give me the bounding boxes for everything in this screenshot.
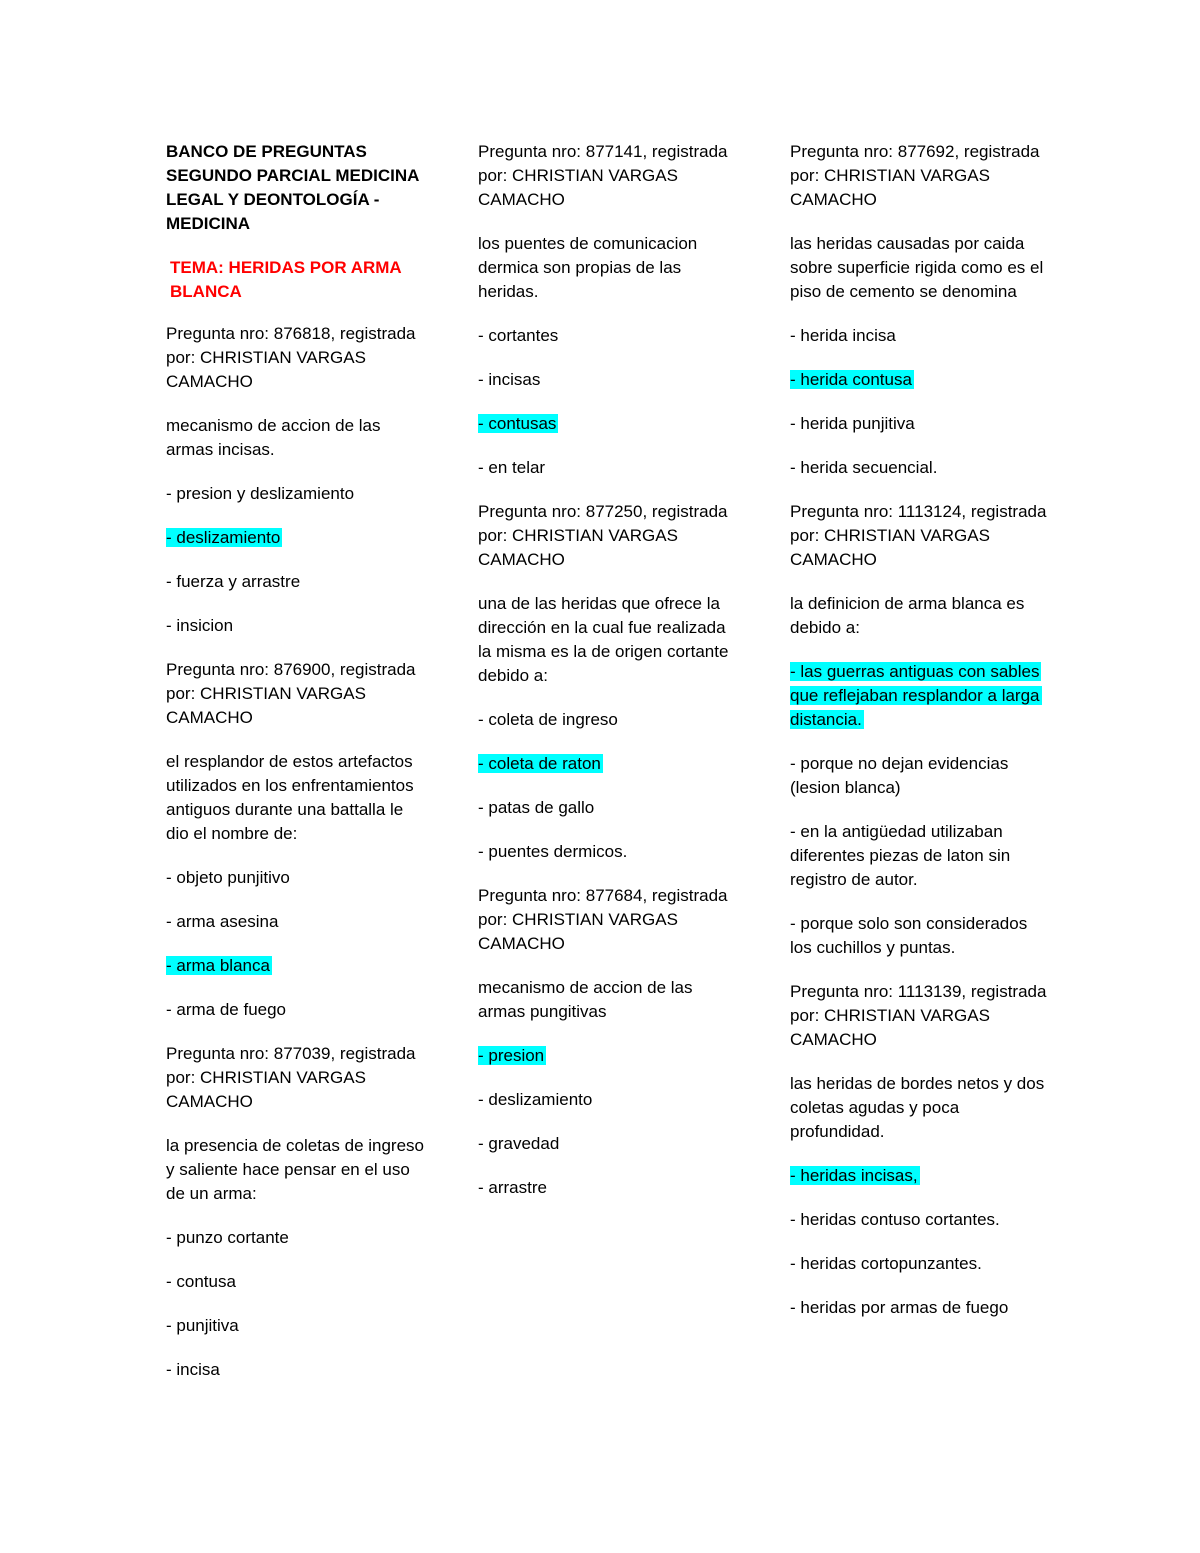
answer-option: - en la antigüedad utilizaban diferentes piezas de laton sin registro de autor. bbox=[790, 822, 1011, 889]
question-block bbox=[478, 500, 736, 864]
answer-option-correct: - herida contusa bbox=[790, 370, 912, 389]
answer-option: - incisas bbox=[478, 370, 541, 389]
question-text: las heridas de bordes netos y dos coletas agudas y poca profundidad. bbox=[790, 1074, 1045, 1141]
question-header: Pregunta nro: 1113124, registrada por: CHRISTIAN VARGAS CAMACHO bbox=[790, 502, 1047, 569]
answer-option: - heridas contuso cortantes. bbox=[790, 1210, 1000, 1229]
answer-option: - herida incisa bbox=[790, 326, 896, 345]
answer-option-correct: - deslizamiento bbox=[166, 528, 281, 547]
answer-option-correct: - arma blanca bbox=[166, 956, 270, 975]
question-block bbox=[790, 140, 1048, 480]
answer-option: - puentes dermicos. bbox=[478, 842, 628, 861]
question-text: mecanismo de accion de las armas incisas. bbox=[166, 416, 381, 459]
answer-option: - patas de gallo bbox=[478, 798, 595, 817]
answer-option: - contusa bbox=[166, 1272, 236, 1291]
question-text: la definicion de arma blanca es debido a: bbox=[790, 594, 1025, 637]
answer-option: - presion y deslizamiento bbox=[166, 484, 355, 503]
question-text: el resplandor de estos artefactos utilizados en los enfrentamientos antiguos durante una battalla le dio el nombre de: bbox=[166, 752, 414, 843]
answer-option: - cortantes bbox=[478, 326, 559, 345]
question-text: las heridas causadas por caida sobre superficie rigida como es el piso de cemento se denomina bbox=[790, 234, 1044, 301]
answer-option: - herida secuencial. bbox=[790, 458, 938, 477]
answer-option: - herida punjitiva bbox=[790, 414, 915, 433]
topic-heading: TEMA: HERIDAS POR ARMA BLANCA bbox=[170, 258, 402, 301]
question-header: Pregunta nro: 877692, registrada por: CHRISTIAN VARGAS CAMACHO bbox=[790, 142, 1040, 209]
answer-option: - arrastre bbox=[478, 1178, 547, 1197]
question-block bbox=[166, 1042, 424, 1382]
answer-option: - arma de fuego bbox=[166, 1000, 287, 1019]
answer-option: - arma asesina bbox=[166, 912, 279, 931]
answer-option: - fuerza y arrastre bbox=[166, 572, 301, 591]
answer-option-correct: - contusas bbox=[478, 414, 557, 433]
question-block bbox=[478, 884, 736, 1200]
document-title: BANCO DE PREGUNTAS SEGUNDO PARCIAL MEDICINA LEGAL Y DEONTOLOGÍA - MEDICINA bbox=[166, 142, 419, 233]
answer-option: - insicion bbox=[166, 616, 234, 635]
answer-option: - heridas por armas de fuego bbox=[790, 1298, 1009, 1317]
question-text: una de las heridas que ofrece la dirección en la cual fue realizada la misma es la de origen cortante debido a: bbox=[478, 594, 729, 685]
answer-option: - incisa bbox=[166, 1360, 220, 1379]
question-header: Pregunta nro: 1113139, registrada por: CHRISTIAN VARGAS CAMACHO bbox=[790, 982, 1047, 1049]
answer-option: - gravedad bbox=[478, 1134, 560, 1153]
answer-option: - punjitiva bbox=[166, 1316, 239, 1335]
question-block bbox=[478, 140, 736, 480]
answer-option-correct: - presion bbox=[478, 1046, 545, 1065]
question-header: Pregunta nro: 877141, registrada por: CHRISTIAN VARGAS CAMACHO bbox=[478, 142, 728, 209]
column-2 bbox=[478, 140, 736, 1220]
answer-option: - objeto punjitivo bbox=[166, 868, 290, 887]
answer-option: - deslizamiento bbox=[478, 1090, 593, 1109]
question-block bbox=[790, 980, 1048, 1320]
question-header: Pregunta nro: 877039, registrada por: CHRISTIAN VARGAS CAMACHO bbox=[166, 1044, 416, 1111]
column-3 bbox=[790, 140, 1048, 1340]
answer-option: - porque solo son considerados los cuchillos y puntas. bbox=[790, 914, 1028, 957]
answer-option-correct: - coleta de raton bbox=[478, 754, 601, 773]
answer-option: - heridas cortopunzantes. bbox=[790, 1254, 982, 1273]
answer-option-correct: - heridas incisas, bbox=[790, 1166, 918, 1185]
question-text: los puentes de comunicacion dermica son propias de las heridas. bbox=[478, 234, 698, 301]
question-header: Pregunta nro: 876900, registrada por: CHRISTIAN VARGAS CAMACHO bbox=[166, 660, 416, 727]
question-header: Pregunta nro: 877684, registrada por: CHRISTIAN VARGAS CAMACHO bbox=[478, 886, 728, 953]
question-block bbox=[166, 658, 424, 1022]
answer-option: - coleta de ingreso bbox=[478, 710, 618, 729]
question-block bbox=[166, 322, 424, 638]
answer-option: - porque no dejan evidencias (lesion blanca) bbox=[790, 754, 1009, 797]
answer-option-correct: - las guerras antiguas con sables que reflejaban resplandor a larga distancia. bbox=[790, 662, 1040, 729]
question-text: la presencia de coletas de ingreso y saliente hace pensar en el uso de un arma: bbox=[166, 1136, 424, 1203]
answer-option: - punzo cortante bbox=[166, 1228, 289, 1247]
question-block bbox=[790, 500, 1048, 960]
answer-option: - en telar bbox=[478, 458, 546, 477]
question-header: Pregunta nro: 876818, registrada por: CHRISTIAN VARGAS CAMACHO bbox=[166, 324, 416, 391]
question-header: Pregunta nro: 877250, registrada por: CHRISTIAN VARGAS CAMACHO bbox=[478, 502, 728, 569]
column-1 bbox=[166, 140, 424, 1402]
question-text: mecanismo de accion de las armas pungitivas bbox=[478, 978, 693, 1021]
